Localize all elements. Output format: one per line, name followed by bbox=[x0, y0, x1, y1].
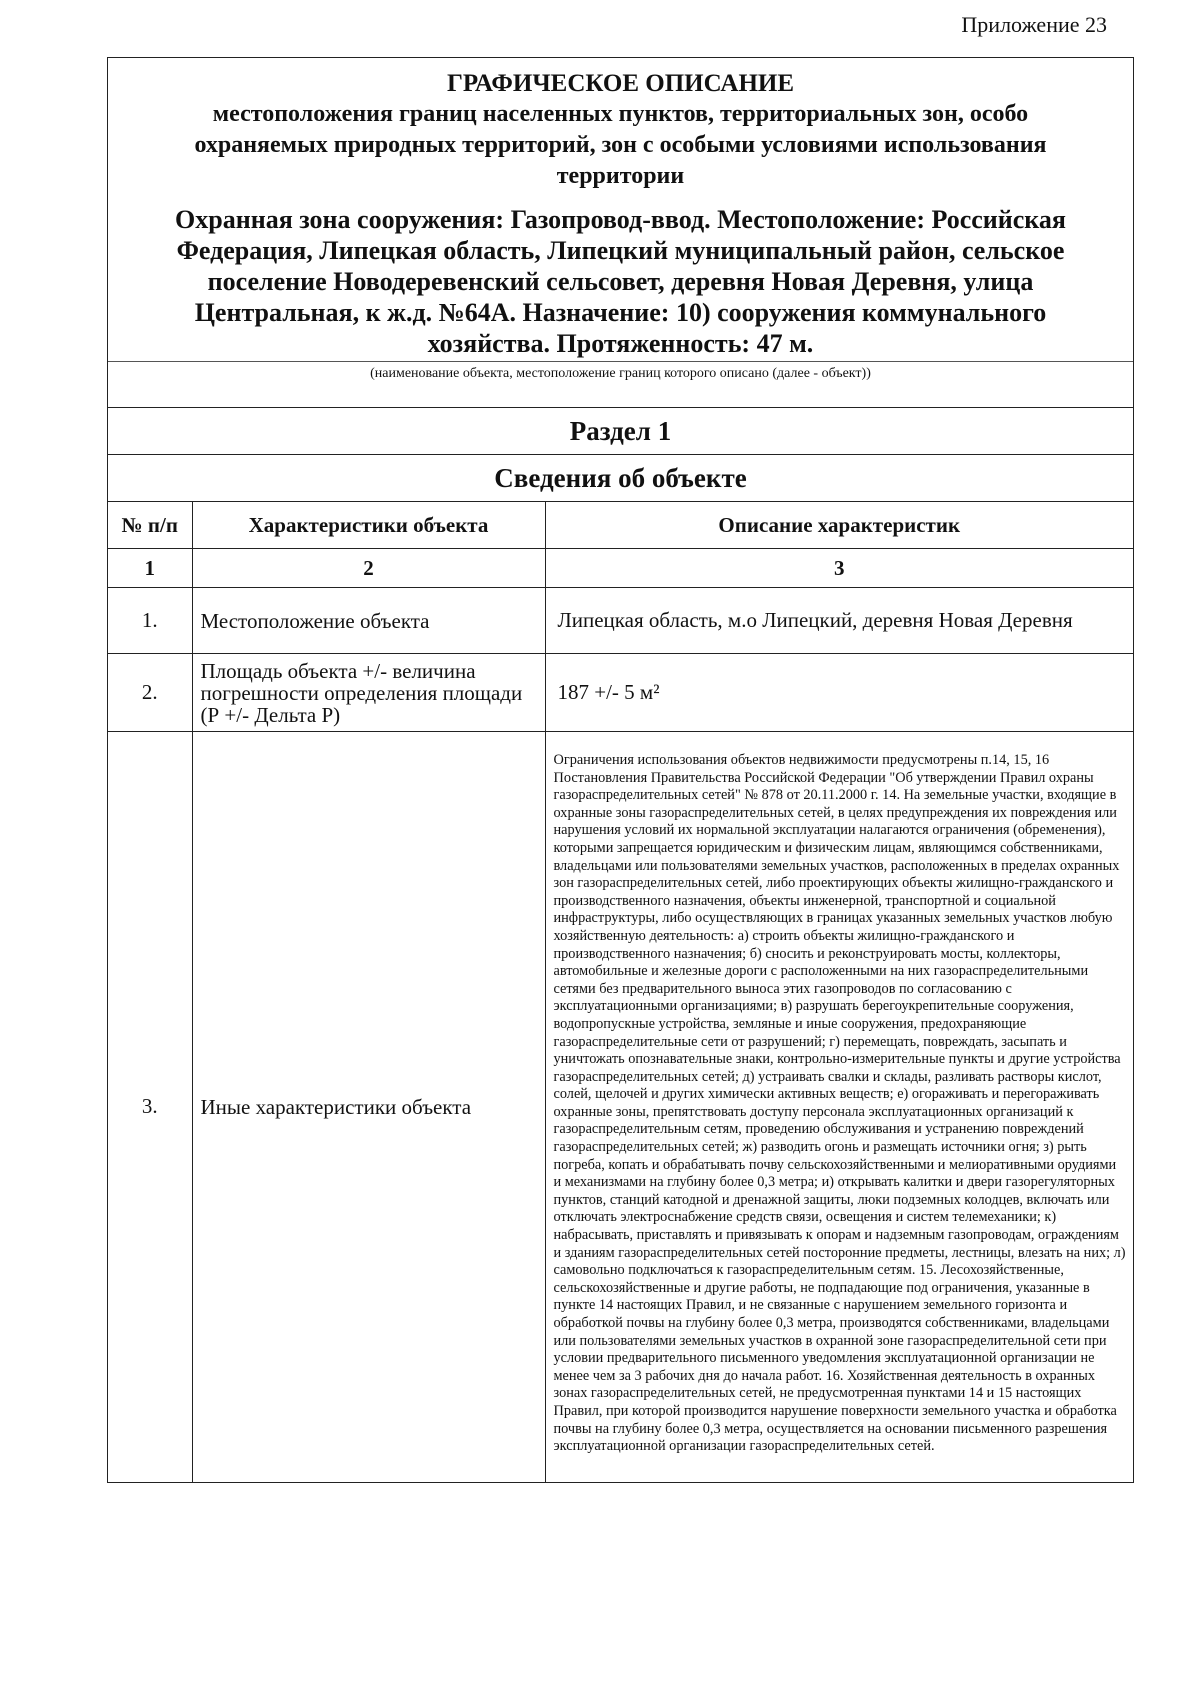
section-subtitle: Сведения об объекте bbox=[108, 454, 1133, 501]
object-name-line: хозяйства. Протяженность: 47 м. bbox=[427, 329, 814, 358]
subtitle-line: территории bbox=[556, 163, 685, 189]
document-title: ГРАФИЧЕСКОЕ ОПИСАНИЕ bbox=[446, 70, 795, 97]
object-name-line: поселение Новодеревенский сельсовет, деревня Новая Деревня, улица bbox=[207, 267, 1034, 296]
row-description: Ограничения использования объектов недвижимости предусмотрены п.14, 15, 16 Постановления Правительства Российской Федерации "Об утверждении Правил охраны газораспределительных сетей" № 878 от 20.11.2000 г. 14. На земельные участки, входящие в охранные зоны газораспределительных сетей, в целях предупреждения их повреждения или нарушения условий их нормальной эксплуатации налагаются ограничения (обременения), которыми запрещается юридическим и физическим лицам, являющимся собственниками, владельцами или пользователями земельных участков, расположенных в пределах охранных зон газораспределительных сетей, либо проектирующих объекты жилищно-гражданского и производственного назначения, объекты инженерной, транспортной и социальной инфраструктуры, либо осуществляющих в границах указанных земельных участков любую хозяйственную деятельность: а) строить объекты жилищно-гражданского и производственного назначения; б) сносить и реконструировать мосты, коллекторы, автомобильные и железные дороги с расположенными на них газораспределительными сетями без предварительного выноса этих газопроводов по согласованию с эксплуатационными организациями; в) разрушать берегоукрепительные сооружения, водопропускные устройства, земляные и иные сооружения, предохраняющие газораспределительные сети от разрушений; г) перемещать, повреждать, засыпать и уничтожать опознавательные знаки, контрольно-измерительные пункты и другие устройства газораспределительных сетей; д) устраивать свалки и склады, разливать растворы кислот, солей, щелочей и других химически активных веществ; е) огораживать и перегораживать охранные зоны, препятствовать доступу персонала эксплуатационных организаций к газораспределительным сетям, проведению обслуживания и устранению повреждений газораспределительных сетей; ж) разводить огонь и размещать источники огня; з) рыть погреба, копать и обрабатывать почву сельскохозяйственными и мелиоративными орудиями и механизмами на глубину более 0,3 метра; и) открывать калитки и двери газорегуляторных пунктов, станций катодной и дренажной защиты, люки подземных колодцев, включать или отключать электроснабжение средств связи, освещения и систем телемеханики; к) набрасывать, приставлять и привязывать к опорам и надземным газопроводам, ограждениям и зданиям газораспределительных сетей посторонние предметы, лестницы, влезать на них; л) самовольно подключаться к газораспределительным сетям. 15. Лесохозяйственные, сельскохозяйственные и другие работы, не подпадающие под ограничения, указанные в пункте 14 настоящих Правил, и не связанные с нарушением земельного горизонта и обработкой почвы на глубину более 0,3 метра, производятся собственниками, владельцами или пользователями земельных участков в охранной зоне газораспределительной сети при условии предварительного письменного уведомления эксплуатационной организации не менее чем за 3 рабочих дня до начала работ. 16. Хозяйственная деятельность в охранных зонах газораспределительных сетей, не предусмотренная пунктами 14 и 15 настоящих Правил, при которой производится нарушение поверхности земельного участка и обработка почвы на глубину более 0,3 метра, осуществляется на основании письменного разрешения эксплуатационной организации газораспределительных сетей. bbox=[545, 732, 1133, 1482]
header-block bbox=[108, 58, 1133, 361]
table-row bbox=[108, 588, 1133, 654]
object-info-table bbox=[108, 501, 1133, 1482]
object-name bbox=[122, 204, 1119, 361]
subtitle-line: охраняемых природных территорий, зон с особыми условиями использования bbox=[194, 132, 1047, 158]
row-characteristic: Площадь объекта +/- величина погрешности определения площади (Р +/- Дельта Р) bbox=[192, 654, 545, 732]
table-row bbox=[108, 732, 1133, 1482]
row-number: 2. bbox=[108, 654, 192, 732]
column-header: Описание характеристик bbox=[545, 502, 1133, 549]
column-number: 2 bbox=[192, 549, 545, 588]
object-caption: (наименование объекта, местоположение границ которого описано (далее - объект)) bbox=[108, 361, 1133, 407]
column-number: 3 bbox=[545, 549, 1133, 588]
document-subtitle bbox=[122, 99, 1119, 192]
column-header: Характеристики объекта bbox=[192, 502, 545, 549]
row-characteristic: Местоположение объекта bbox=[192, 588, 545, 654]
subtitle-line: местоположения границ населенных пунктов, территориальных зон, особо bbox=[212, 101, 1029, 127]
row-number: 1. bbox=[108, 588, 192, 654]
document-frame bbox=[107, 57, 1134, 1483]
row-description: 187 +/- 5 м² bbox=[545, 654, 1133, 732]
row-characteristic: Иные характеристики объекта bbox=[192, 732, 545, 1482]
section-title: Раздел 1 bbox=[108, 407, 1133, 454]
object-name-line: Центральная, к ж.д. №64А. Назначение: 10) сооружения коммунального bbox=[194, 298, 1047, 327]
object-name-line: Федерация, Липецкая область, Липецкий муниципальный район, сельское bbox=[176, 236, 1065, 265]
object-name-line: Охранная зона сооружения: Газопровод-ввод. Местоположение: Российская bbox=[175, 205, 1066, 234]
column-number-row bbox=[108, 549, 1133, 588]
column-number: 1 bbox=[108, 549, 192, 588]
column-header: № п/п bbox=[108, 502, 192, 549]
appendix-label: Приложение 23 bbox=[961, 12, 1107, 37]
table-header-row bbox=[108, 502, 1133, 549]
table-row bbox=[108, 654, 1133, 732]
row-number: 3. bbox=[108, 732, 192, 1482]
row-description: Липецкая область, м.о Липецкий, деревня Новая Деревня bbox=[545, 588, 1133, 654]
